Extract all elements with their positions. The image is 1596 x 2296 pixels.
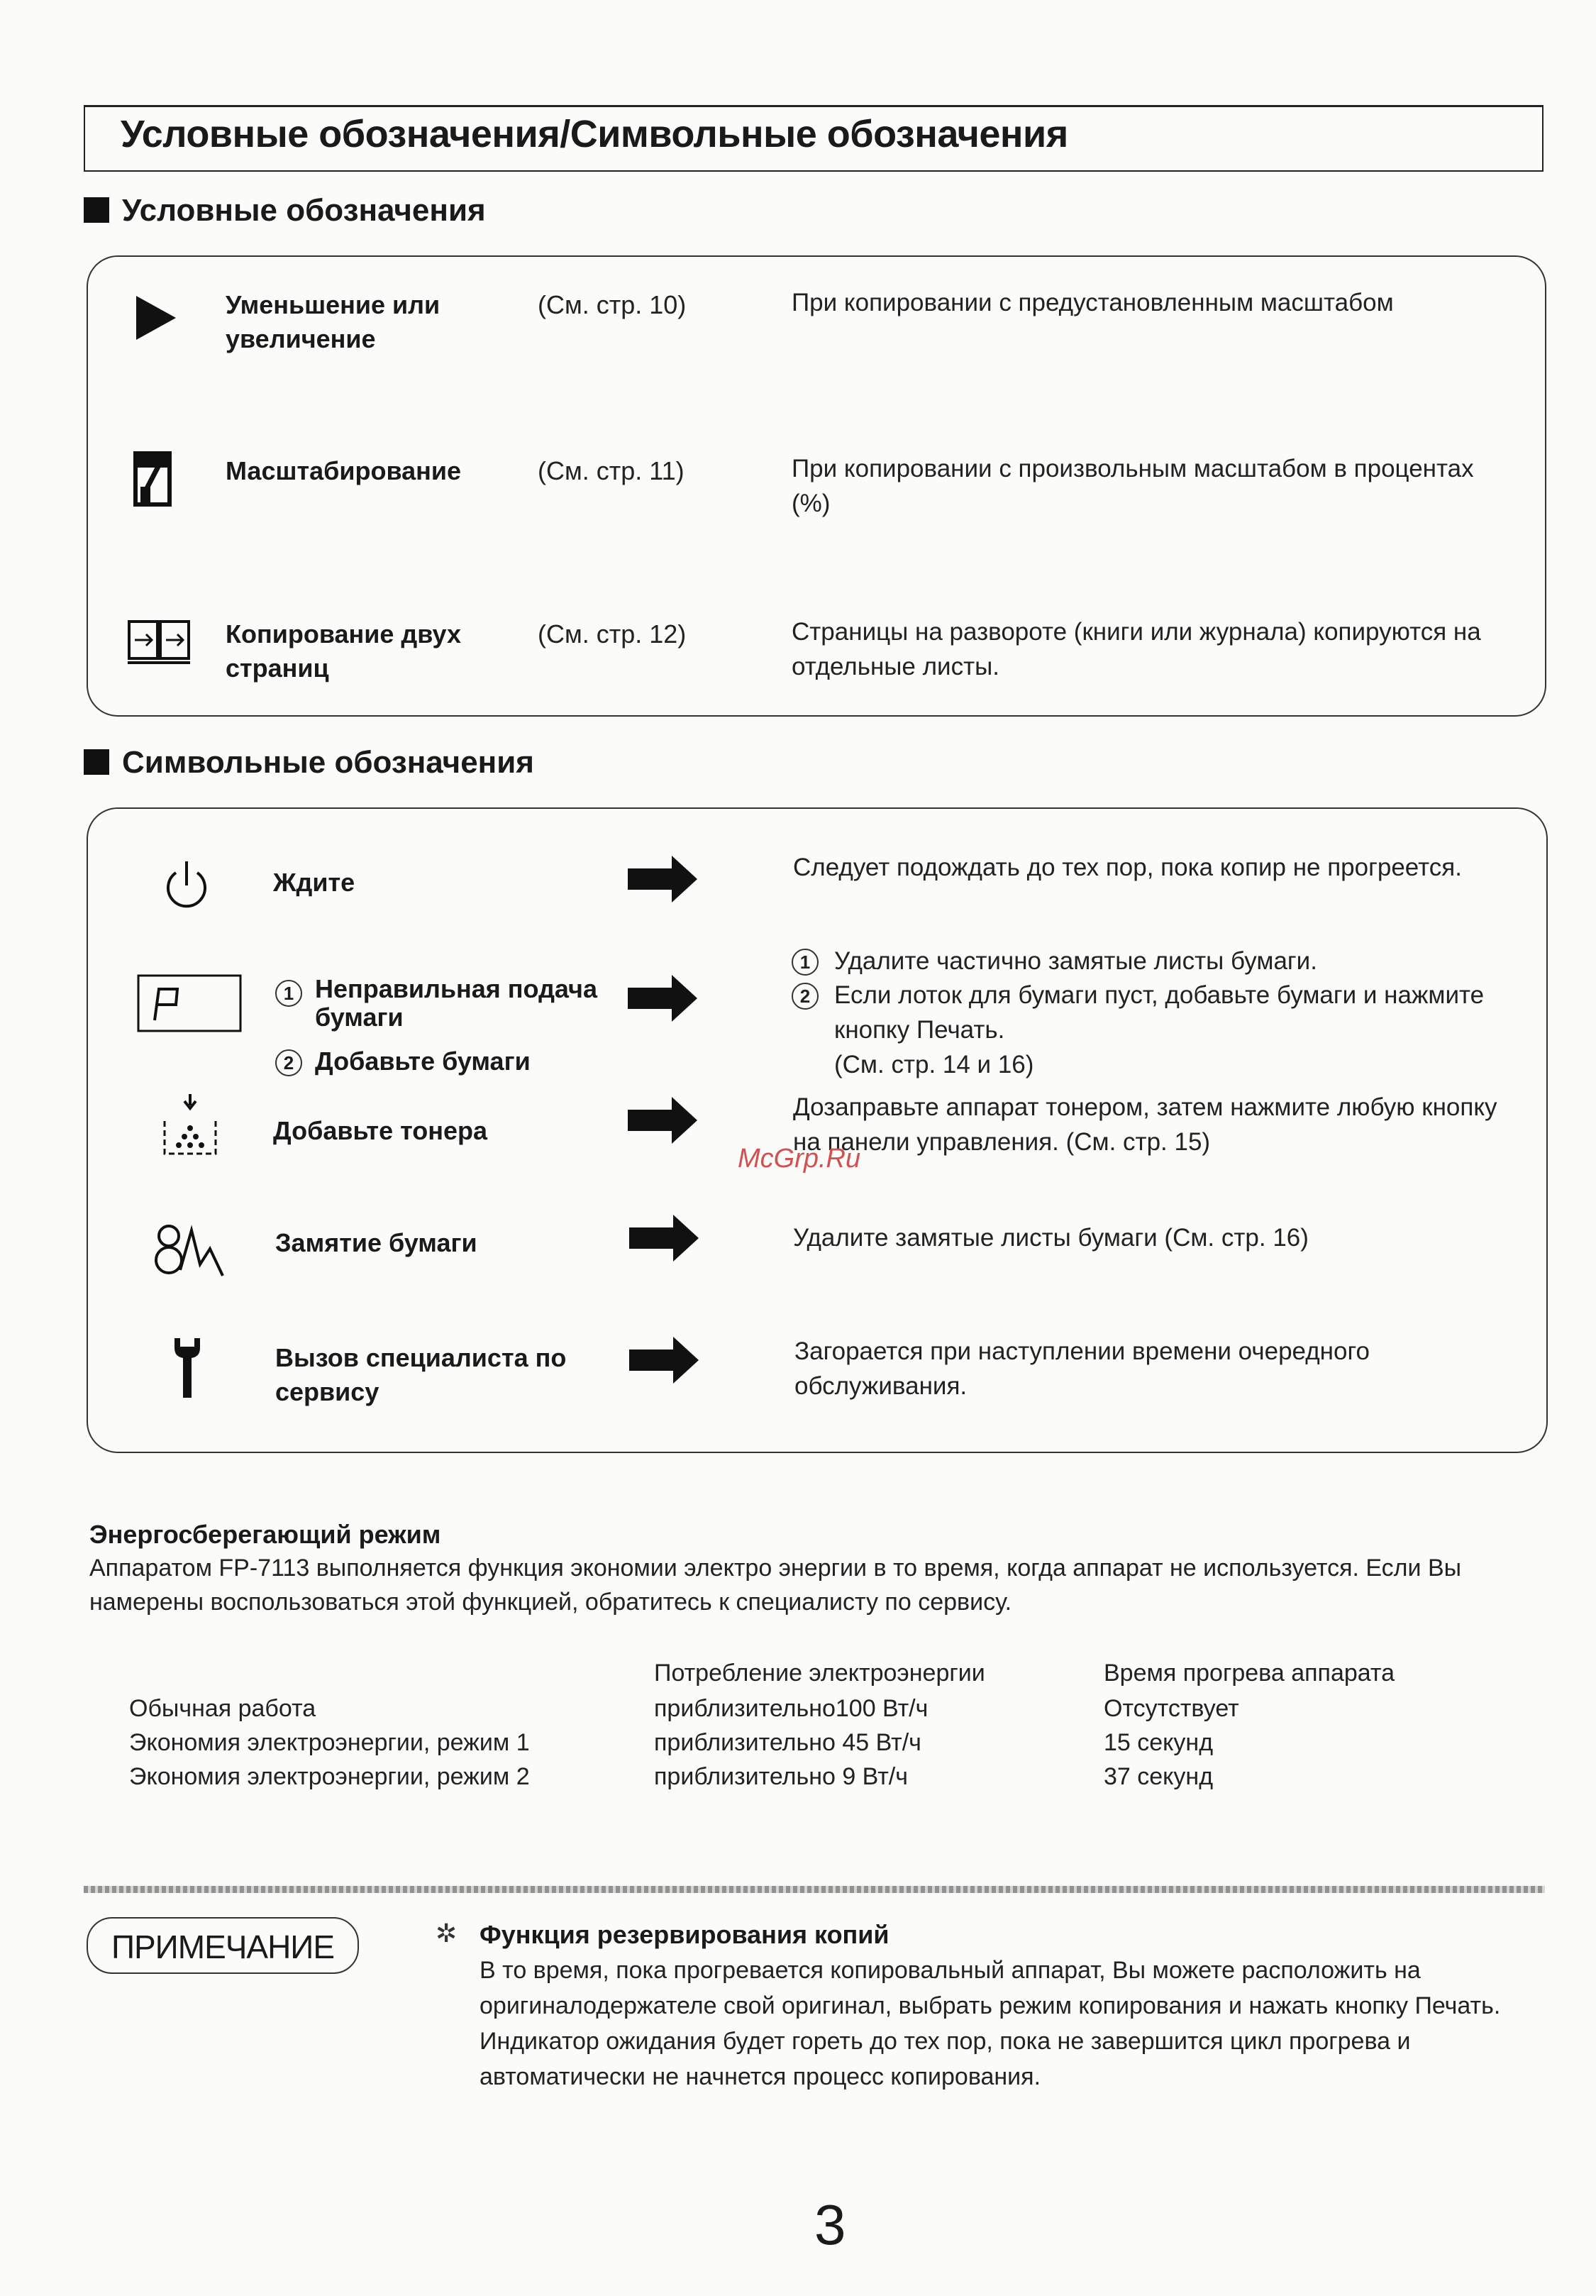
number-circle-icon: 1 xyxy=(275,980,302,1007)
note-text: В то время, пока прогревается копировальный аппарат, Вы можете расположить на оригиналодержателе свой оригинал, выбрать режим копирования и нажать кнопку Печать. Индикатор ожидания будет гореть до тех пор, пока не завершится цикл прогрева и автоматически не начнется процесс копирования. xyxy=(480,1957,1501,2090)
section-heading-text: Условные обозначения xyxy=(122,193,486,228)
energy-row-warmup: 15 секунд xyxy=(1104,1729,1214,1756)
conv-ref-2: (См. стр. 11) xyxy=(538,456,685,485)
energy-text: Аппаратом FP-7113 выполняется функция экономии электро энергии в то время, когда аппарат не используется. Если Вы намерены воспользоваться этой функцией, обратитесь к специалисту по сервису. xyxy=(89,1555,1462,1616)
energy-row-warmup: Отсутствует xyxy=(1104,1695,1239,1722)
sym-desc-toner: Дозаправьте аппарат тонером, затем нажмите любую кнопку на панели управления. (См. стр. 15) xyxy=(793,1093,1497,1156)
wrench-icon xyxy=(170,1335,203,1401)
section-conventional-heading xyxy=(84,193,486,228)
energy-row-mode: Обычная работа xyxy=(129,1695,316,1722)
sym-desc-jam: Удалите замятые листы бумаги (См. стр. 16) xyxy=(793,1224,1309,1252)
sym-label-misfeed-text: Неправильная подача бумаги xyxy=(315,974,597,1032)
page-number: 3 xyxy=(814,2193,846,2256)
energy-heading: Энергосберегающий режим xyxy=(89,1520,441,1549)
square-bullet-icon xyxy=(84,197,109,223)
sym-label-service: Вызов специалиста по сервису xyxy=(275,1343,567,1406)
sym-label-misfeed xyxy=(275,976,309,1010)
paper-jam-icon xyxy=(155,1220,226,1280)
right-arrow-icon xyxy=(628,1095,699,1145)
energy-row-power: приблизительно 45 Вт/ч xyxy=(654,1729,921,1756)
right-arrow-icon xyxy=(629,1213,700,1263)
number-circle-icon: 2 xyxy=(275,1049,302,1076)
conv-ref-1: (См. стр. 10) xyxy=(538,290,687,319)
conv-desc-1: При копировании с предустановленным масштабом xyxy=(792,289,1394,316)
page-title: Условные обозначения/Символьные обозначения xyxy=(121,113,1068,155)
conv-desc-3: Страницы на развороте (книги или журнала) копируются на отдельные листы. xyxy=(792,618,1481,680)
sym-label-toner: Добавьте тонера xyxy=(273,1116,488,1145)
play-triangle-icon xyxy=(135,294,177,341)
energy-col-power: Потребление электроэнергии xyxy=(654,1660,985,1687)
power-icon xyxy=(162,857,211,911)
sym-desc-addpaper xyxy=(792,979,826,1014)
sym-desc-wait: Следует подождать до тех пор, пока копир не прогреется. xyxy=(793,854,1462,881)
note-badge: ПРИМЕЧАНИЕ xyxy=(87,1917,359,1974)
conv-label-2: Масштабирование xyxy=(226,456,462,485)
sym-desc-addpaper-ref: (См. стр. 14 и 16) xyxy=(834,1051,1034,1078)
zoom-page-icon xyxy=(133,451,173,508)
section-heading-text: Символьные обозначения xyxy=(122,745,534,780)
sym-label-addpaper-text: Добавьте бумаги xyxy=(315,1047,531,1076)
conv-label-1: Уменьшение или увеличение xyxy=(226,290,440,353)
square-bullet-icon xyxy=(84,749,109,775)
right-arrow-icon xyxy=(628,973,699,1023)
energy-row-power: приблизительно 9 Вт/ч xyxy=(654,1763,908,1790)
conv-label-3: Копирование двух страниц xyxy=(226,619,461,683)
sym-desc-misfeed xyxy=(792,945,826,980)
conv-desc-2: При копировании с произвольным масштабом в процентах (%) xyxy=(792,455,1474,517)
right-arrow-icon xyxy=(628,854,699,904)
sym-desc-misfeed-text: Удалите частично замятые листы бумаги. xyxy=(834,947,1317,975)
sym-label-addpaper xyxy=(275,1046,309,1080)
number-circle-icon: 1 xyxy=(792,949,819,976)
energy-col-warmup: Время прогрева аппарата xyxy=(1104,1660,1395,1687)
sym-label-wait: Ждите xyxy=(273,868,355,897)
sym-label-jam: Замятие бумаги xyxy=(275,1228,477,1257)
number-circle-icon: 2 xyxy=(792,983,819,1010)
conv-ref-3: (См. стр. 12) xyxy=(538,619,687,648)
energy-row-mode: Экономия электроэнергии, режим 1 xyxy=(129,1729,530,1756)
sym-desc-service: Загорается при наступлении времени очередного обслуживания. xyxy=(794,1337,1370,1400)
asterisk-icon: ✲ xyxy=(436,1919,458,1948)
sym-desc-addpaper-text: Если лоток для бумаги пуст, добавьте бумаги и нажмите кнопку Печать. xyxy=(834,981,1485,1044)
section-symbolic-heading xyxy=(84,745,534,780)
energy-row-mode: Экономия электроэнергии, режим 2 xyxy=(129,1763,530,1790)
right-arrow-icon xyxy=(629,1335,700,1385)
toner-icon xyxy=(160,1093,220,1158)
display-p-icon xyxy=(136,973,243,1033)
open-book-icon xyxy=(126,617,192,667)
watermark: McGrp.Ru xyxy=(738,1144,861,1174)
energy-row-power: приблизительно100 Вт/ч xyxy=(654,1695,929,1722)
note-heading: Функция резервирования копий xyxy=(480,1920,890,1949)
energy-row-warmup: 37 секунд xyxy=(1104,1763,1214,1790)
dotted-separator xyxy=(84,1886,1545,1893)
